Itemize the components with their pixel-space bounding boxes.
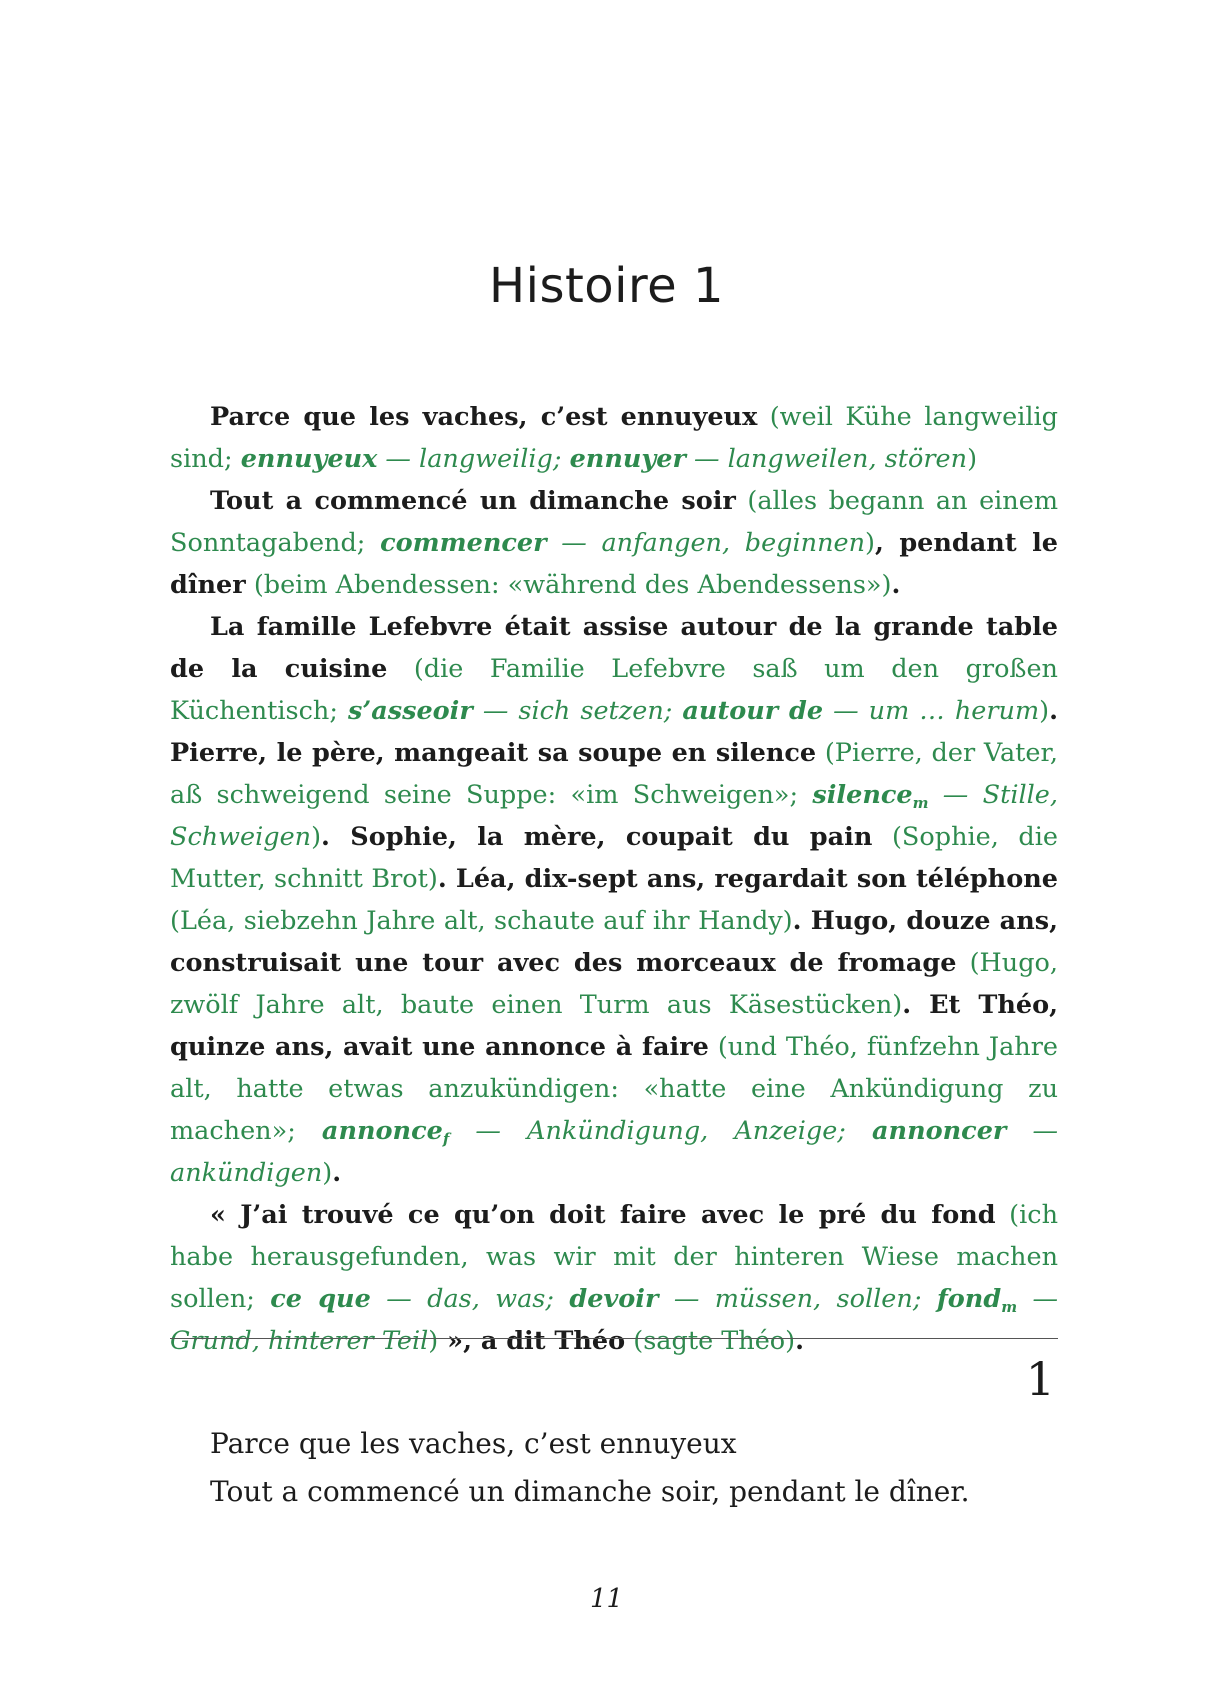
keyword-translation: — müssen, sollen; bbox=[658, 1284, 937, 1314]
german-translation: (Hugo, zwölf Jahre alt, baute einen Turm aus Käsestücken) bbox=[170, 948, 1058, 1020]
german-translation: (Sophie, die Mutter, schnitt Brot) bbox=[170, 822, 1058, 894]
keyword-translation: — Stille, Schweigen bbox=[170, 780, 1058, 852]
keyword-translation: — sich setzen; bbox=[472, 696, 683, 726]
french-text: Tout a commencé un dimanche soir bbox=[210, 486, 736, 516]
keyword: ce que bbox=[270, 1284, 371, 1314]
keyword-translation: — um … herum bbox=[823, 696, 1040, 726]
paragraph bbox=[170, 606, 1058, 1194]
keyword: annonce$_f$ bbox=[321, 1116, 450, 1148]
gender-marker: m bbox=[1001, 1298, 1018, 1316]
french-text: . Sophie, la mère, coupait du pain bbox=[321, 822, 873, 852]
french-text: . Hugo, douze ans, construisait une tour avec des morceaux de fromage bbox=[170, 906, 1058, 978]
keyword-translation: — Ankündigung, Anzeige; bbox=[449, 1116, 873, 1146]
french-text: . Léa, dix-sept ans, regardait son téléphone bbox=[437, 864, 1058, 894]
german-translation: ) bbox=[322, 1158, 333, 1188]
french-text: . bbox=[891, 570, 901, 600]
german-translation: (Pierre, der Vater, aß schweigend seine Suppe: «im Schweigen»; bbox=[170, 738, 1058, 810]
keyword: commencer bbox=[380, 528, 547, 558]
german-translation: (und Théo, fünfzehn Jahre alt, hatte etwas anzukündigen: «hatte eine Ankündigung zu machen»; bbox=[170, 1032, 1058, 1146]
french-text: . bbox=[795, 1326, 804, 1356]
keyword: autour de bbox=[682, 696, 824, 726]
paragraph bbox=[170, 1194, 1058, 1362]
german-translation: ) bbox=[1039, 696, 1050, 726]
section-number: 1 bbox=[1025, 1352, 1055, 1406]
german-translation: (Léa, siebzehn Jahre alt, schaute auf ihr Handy) bbox=[170, 906, 793, 936]
gender-marker: m bbox=[912, 794, 929, 812]
french-text: , pendant le dîner bbox=[170, 528, 1058, 600]
german-translation: ) bbox=[865, 528, 875, 558]
french-text: . Pierre, le père, mangeait sa soupe en silence bbox=[170, 696, 1058, 768]
section-divider bbox=[170, 1338, 1058, 1339]
summary bbox=[210, 1420, 1058, 1516]
keyword-translation: — ankündigen bbox=[170, 1116, 1058, 1188]
story-text bbox=[170, 396, 1058, 1362]
german-translation: (sagte Théo) bbox=[625, 1326, 796, 1356]
keyword: fond$_m$ bbox=[936, 1284, 1018, 1316]
page-title: Histoire 1 bbox=[489, 258, 724, 314]
keyword-translation: — langweilig; bbox=[377, 444, 570, 474]
french-text: Parce que les vaches, c’est ennuyeux bbox=[210, 402, 758, 432]
paragraph bbox=[170, 480, 1058, 606]
keyword: ennuyer bbox=[569, 444, 686, 474]
german-translation: (ich habe herausgefunden, was wir mit der hinteren Wiese machen sollen; bbox=[170, 1200, 1058, 1314]
keyword-translation: — anfangen, beginnen bbox=[546, 528, 866, 558]
french-text: « J’ai trouvé ce qu’on doit faire avec le pré du fond bbox=[210, 1200, 996, 1230]
keyword-translation: — Grund, hinterer Teil bbox=[170, 1284, 1058, 1356]
german-translation: (weil Kühe langweilig sind; bbox=[170, 402, 1059, 474]
german-translation: (beim Abendessen: «während des Abendessens») bbox=[245, 570, 892, 600]
french-text: », a dit Théo bbox=[438, 1326, 626, 1356]
summary-line: Parce que les vaches, c’est ennuyeux bbox=[210, 1427, 737, 1460]
german-translation: ) bbox=[311, 822, 322, 852]
french-text: La famille Lefebvre était assise autour de la grande table de la cuisine bbox=[170, 612, 1058, 684]
keyword-translation: — das, was; bbox=[370, 1284, 570, 1314]
german-translation: (die Familie Lefebvre saß um den großen Küchentisch; bbox=[170, 654, 1058, 726]
french-text: . Et Théo, quinze ans, avait une annonce à faire bbox=[170, 990, 1058, 1062]
german-translation: ) bbox=[428, 1326, 439, 1356]
page-number: 11 bbox=[589, 1584, 624, 1614]
german-translation: (alles begann an einem Sonntagabend; bbox=[170, 486, 1059, 558]
keyword-translation: — langweilen, stören bbox=[685, 444, 968, 474]
german-translation: ) bbox=[967, 444, 978, 474]
gender-marker: f bbox=[442, 1130, 450, 1148]
paragraph bbox=[170, 396, 1058, 480]
keyword: ennuyeux bbox=[240, 444, 378, 474]
keyword: s’asseoir bbox=[347, 696, 473, 726]
keyword: silence$_m$ bbox=[812, 780, 929, 812]
keyword: devoir bbox=[569, 1284, 659, 1314]
french-text: . bbox=[332, 1158, 342, 1188]
keyword: annoncer bbox=[872, 1116, 1007, 1146]
summary-line: Tout a commencé un dimanche soir, pendant le dîner. bbox=[210, 1475, 970, 1508]
